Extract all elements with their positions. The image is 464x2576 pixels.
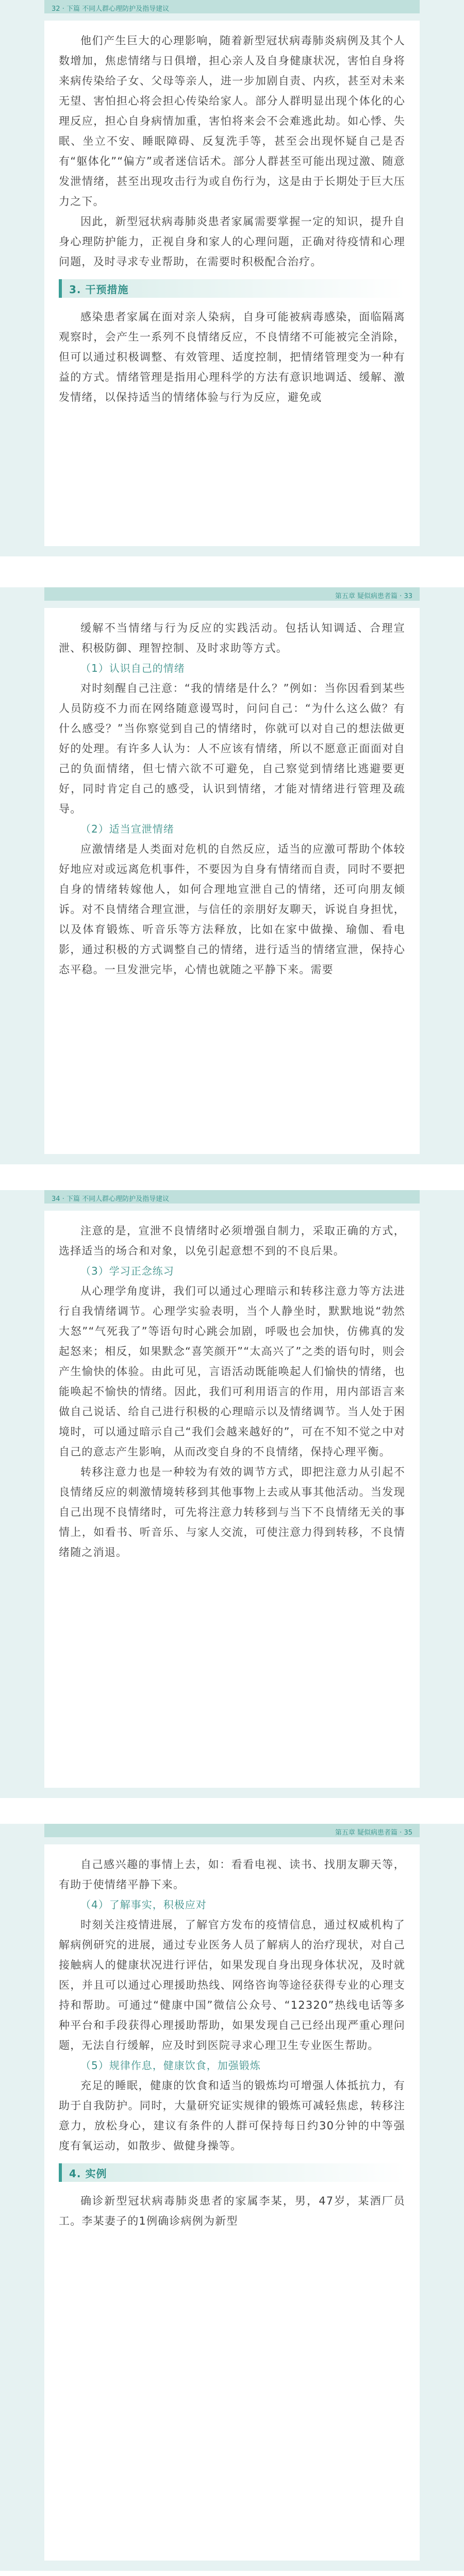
running-header-text: 34 · 下篇 不同人群心理防护及指导建议 <box>52 1195 170 1203</box>
page-band-4 <box>0 1824 464 2571</box>
paragraph: 应激情绪是人类面对危机的自然反应，适当的应激可帮助个体较好地应对或远离危机事件，不要因为自身有情绪而自责，同时不要把自身的情绪转嫁他人，如何合理地宣泄自己的情绪，还可向朋友倾诉。对不良情绪合理宣泄，与信任的亲朋好友聊天，诉说自身担忧，以及体育锻炼、听音乐等方法释放，比如在家中做操、瑜伽、看电影，通过积极的方式调整自己的情绪，进行适当的情绪宣泄，保持心态平稳。一旦发泄完毕，心情也就随之平静下来。需要 <box>59 843 405 976</box>
paragraph: 缓解不当情绪与行为反应的实践活动。包括认知调适、合理宣泄、积极防御、理智控制、及时求助等方式。 <box>59 622 405 654</box>
paragraph: 转移注意力也是一种较为有效的调节方式，即把注意力从引起不良情绪反应的刺激情境转移到其他事物上去或从事其他活动。当发现自己出现不良情绪时，可先将注意力转移到与当下不良情绪无关的事情上，如看书、听音乐、与家人交流，可使注意力得到转移，不良情绪随之消退。 <box>59 1466 405 1558</box>
section-bar <box>59 2163 62 2182</box>
paragraph: 从心理学角度讲，我们可以通过心理暗示和转移注意力等方法进行自我情绪调节。心理学实验表明，当个人静坐时，默默地说“勃然大怒”“气死我了”等语句时心跳会加剧，呼吸也会加快，仿佛真的发起怒来；相反，如果默念“喜笑颜开”“太高兴了”之类的语句时，则会产生愉快的体验。由此可见，言语活动既能唤起人们愉快的情绪，也能唤起不愉快的情绪。因此，我们可利用语言的作用，用内部语言来做自己说话、给自己进行积极的心理暗示以及情绪调节。当人处于困境时，可以通过暗示自己“我们会越来越好的”，可在不知不觉之中对自己的意志产生影响，从而改变自身的不良情绪，保持心理平衡。 <box>59 1285 405 1458</box>
paragraph: 因此，新型冠状病毒肺炎患者家属需要掌握一定的知识，提升自身心理防护能力，正视自身和家人的心理问题，正确对待疫情和心理问题，及时寻求专业帮助，在需要时积极配合治疗。 <box>59 215 405 268</box>
sub-heading: （1）认识自己的情绪 <box>80 662 185 674</box>
paragraph: 充足的睡眠，健康的饮食和适当的锻炼均可增强人体抵抗力，有助于自我防护。同时，大量研究证实规律的锻炼可减轻焦虑，转移注意力，放松身心，建议有条件的人群可保持每日约30分钟的中等强度有氧运动，如散步、做健身操等。 <box>59 2079 405 2152</box>
paragraph: 自己感兴趣的事情上去，如：看看电视、读书、找朋友聊天等，有助于使情绪平静下来。 <box>59 1858 405 1891</box>
sub-heading: （3）学习正念练习 <box>80 1265 174 1277</box>
running-header <box>44 1190 420 1204</box>
running-header-text: 第五章 疑似病患者篇 · 33 <box>335 592 412 600</box>
running-header <box>44 1824 420 1837</box>
page-card-3 <box>44 1211 420 1788</box>
paragraph: 时刻关注疫情进展，了解官方发布的疫情信息，通过权威机构了解病例研究的进展，通过专业医务人员了解病人的治疗现状，对自己接触病人的健康状况进行评估，如果发现自身出现身体状况，及时就医，并且可以通过心理援助热线、网络咨询等途径获得专业的心理支持和帮助。可通过“健康中国”微信公众号、“12320”热线电话等多种平台和手段获得心理援助帮助，如果发现自己已经出现严重心理问题，无法自行缓解，应及时到医院寻求心理卫生专业医生帮助。 <box>59 1919 405 2052</box>
page-card-1 <box>44 21 420 546</box>
running-header-text: 第五章 疑似病患者篇 · 35 <box>335 1829 412 1837</box>
running-header <box>44 0 420 13</box>
sub-heading: （4）了解事实，积极应对 <box>80 1899 207 1911</box>
page-band-1 <box>0 0 464 556</box>
paragraph: 注意的是，宣泄不良情绪时必须增强自制力，采取正确的方式，选择适当的场合和对象，以免引起意想不到的不良后果。 <box>59 1225 405 1257</box>
section-title: 3. 干预措施 <box>69 283 129 296</box>
sub-heading: （5）规律作息，健康饮食，加强锻炼 <box>80 2059 261 2072</box>
page-band-2 <box>0 587 464 1164</box>
paragraph: 感染患者家属在面对亲人染病，自身可能被病毒感染，面临隔离观察时，会产生一系列不良情绪反应，不良情绪不可能被完全消除，但可以通过积极调整、有效管理、适度控制，把情绪管理变为一种有益的方式。情绪管理是指用心理科学的方法有意识地调适、缓解、激发情绪，以保持适当的情绪体验与行为反应，避免或 <box>59 311 405 403</box>
section-title: 4. 实例 <box>69 2167 107 2180</box>
page-card-2 <box>44 608 420 1154</box>
section-heading <box>59 279 405 298</box>
page-band-3 <box>0 1190 464 1798</box>
running-header <box>44 587 420 601</box>
paragraph: 确诊新型冠状病毒肺炎患者的家属李某，男，47岁，某酒厂员工。李某妻子的1例确诊病例为新型 <box>59 2195 405 2227</box>
paragraph: 他们产生巨大的心理影响，随着新型冠状病毒肺炎病例及其个人数增加，焦虑情绪与日俱增，担心亲人及自身健康状况，害怕自身将来病传染给子女、父母等亲人，进一步加剧自责、内疚，甚至对未来无望、害怕担心将会担心传染给家人。部分人群明显出现个体化的心理反应，担心自身病情加重，害怕将来会不会难逃此劫。如心悸、失眠、坐立不安、睡眠障碍、反复洗手等，甚至会出现怀疑自己是否有“躯体化”“偏方”或者迷信话术。部分人群甚至可能出现过激、随意发泄情绪，甚至出现攻击行为或自伤行为，这是由于长期处于巨大压力之下。 <box>59 35 405 208</box>
page-card-4 <box>44 1844 420 2561</box>
section-heading <box>59 2163 405 2182</box>
running-header-text: 32 · 下篇 不同人群心理防护及指导建议 <box>52 5 170 13</box>
paragraph: 对时刻醒自己注意：“我的情绪是什么？”例如：当你因看到某些人员防疫不力而在网络随意谩骂时，问问自己：“为什么这么做？有什么感受？”当你察觉到自己的情绪时，你就可以对自己的想法做更好的处理。有许多人认为：人不应该有情绪，所以不愿意正面面对自己的负面情绪，但七情六欲不可避免，自己察觉到情绪比逃避要更好，同时肯定自己的感受，认识到情绪，才能对情绪进行管理及疏导。 <box>59 682 405 815</box>
sub-heading: （2）适当宣泄情绪 <box>80 823 174 835</box>
section-bar <box>59 279 62 298</box>
